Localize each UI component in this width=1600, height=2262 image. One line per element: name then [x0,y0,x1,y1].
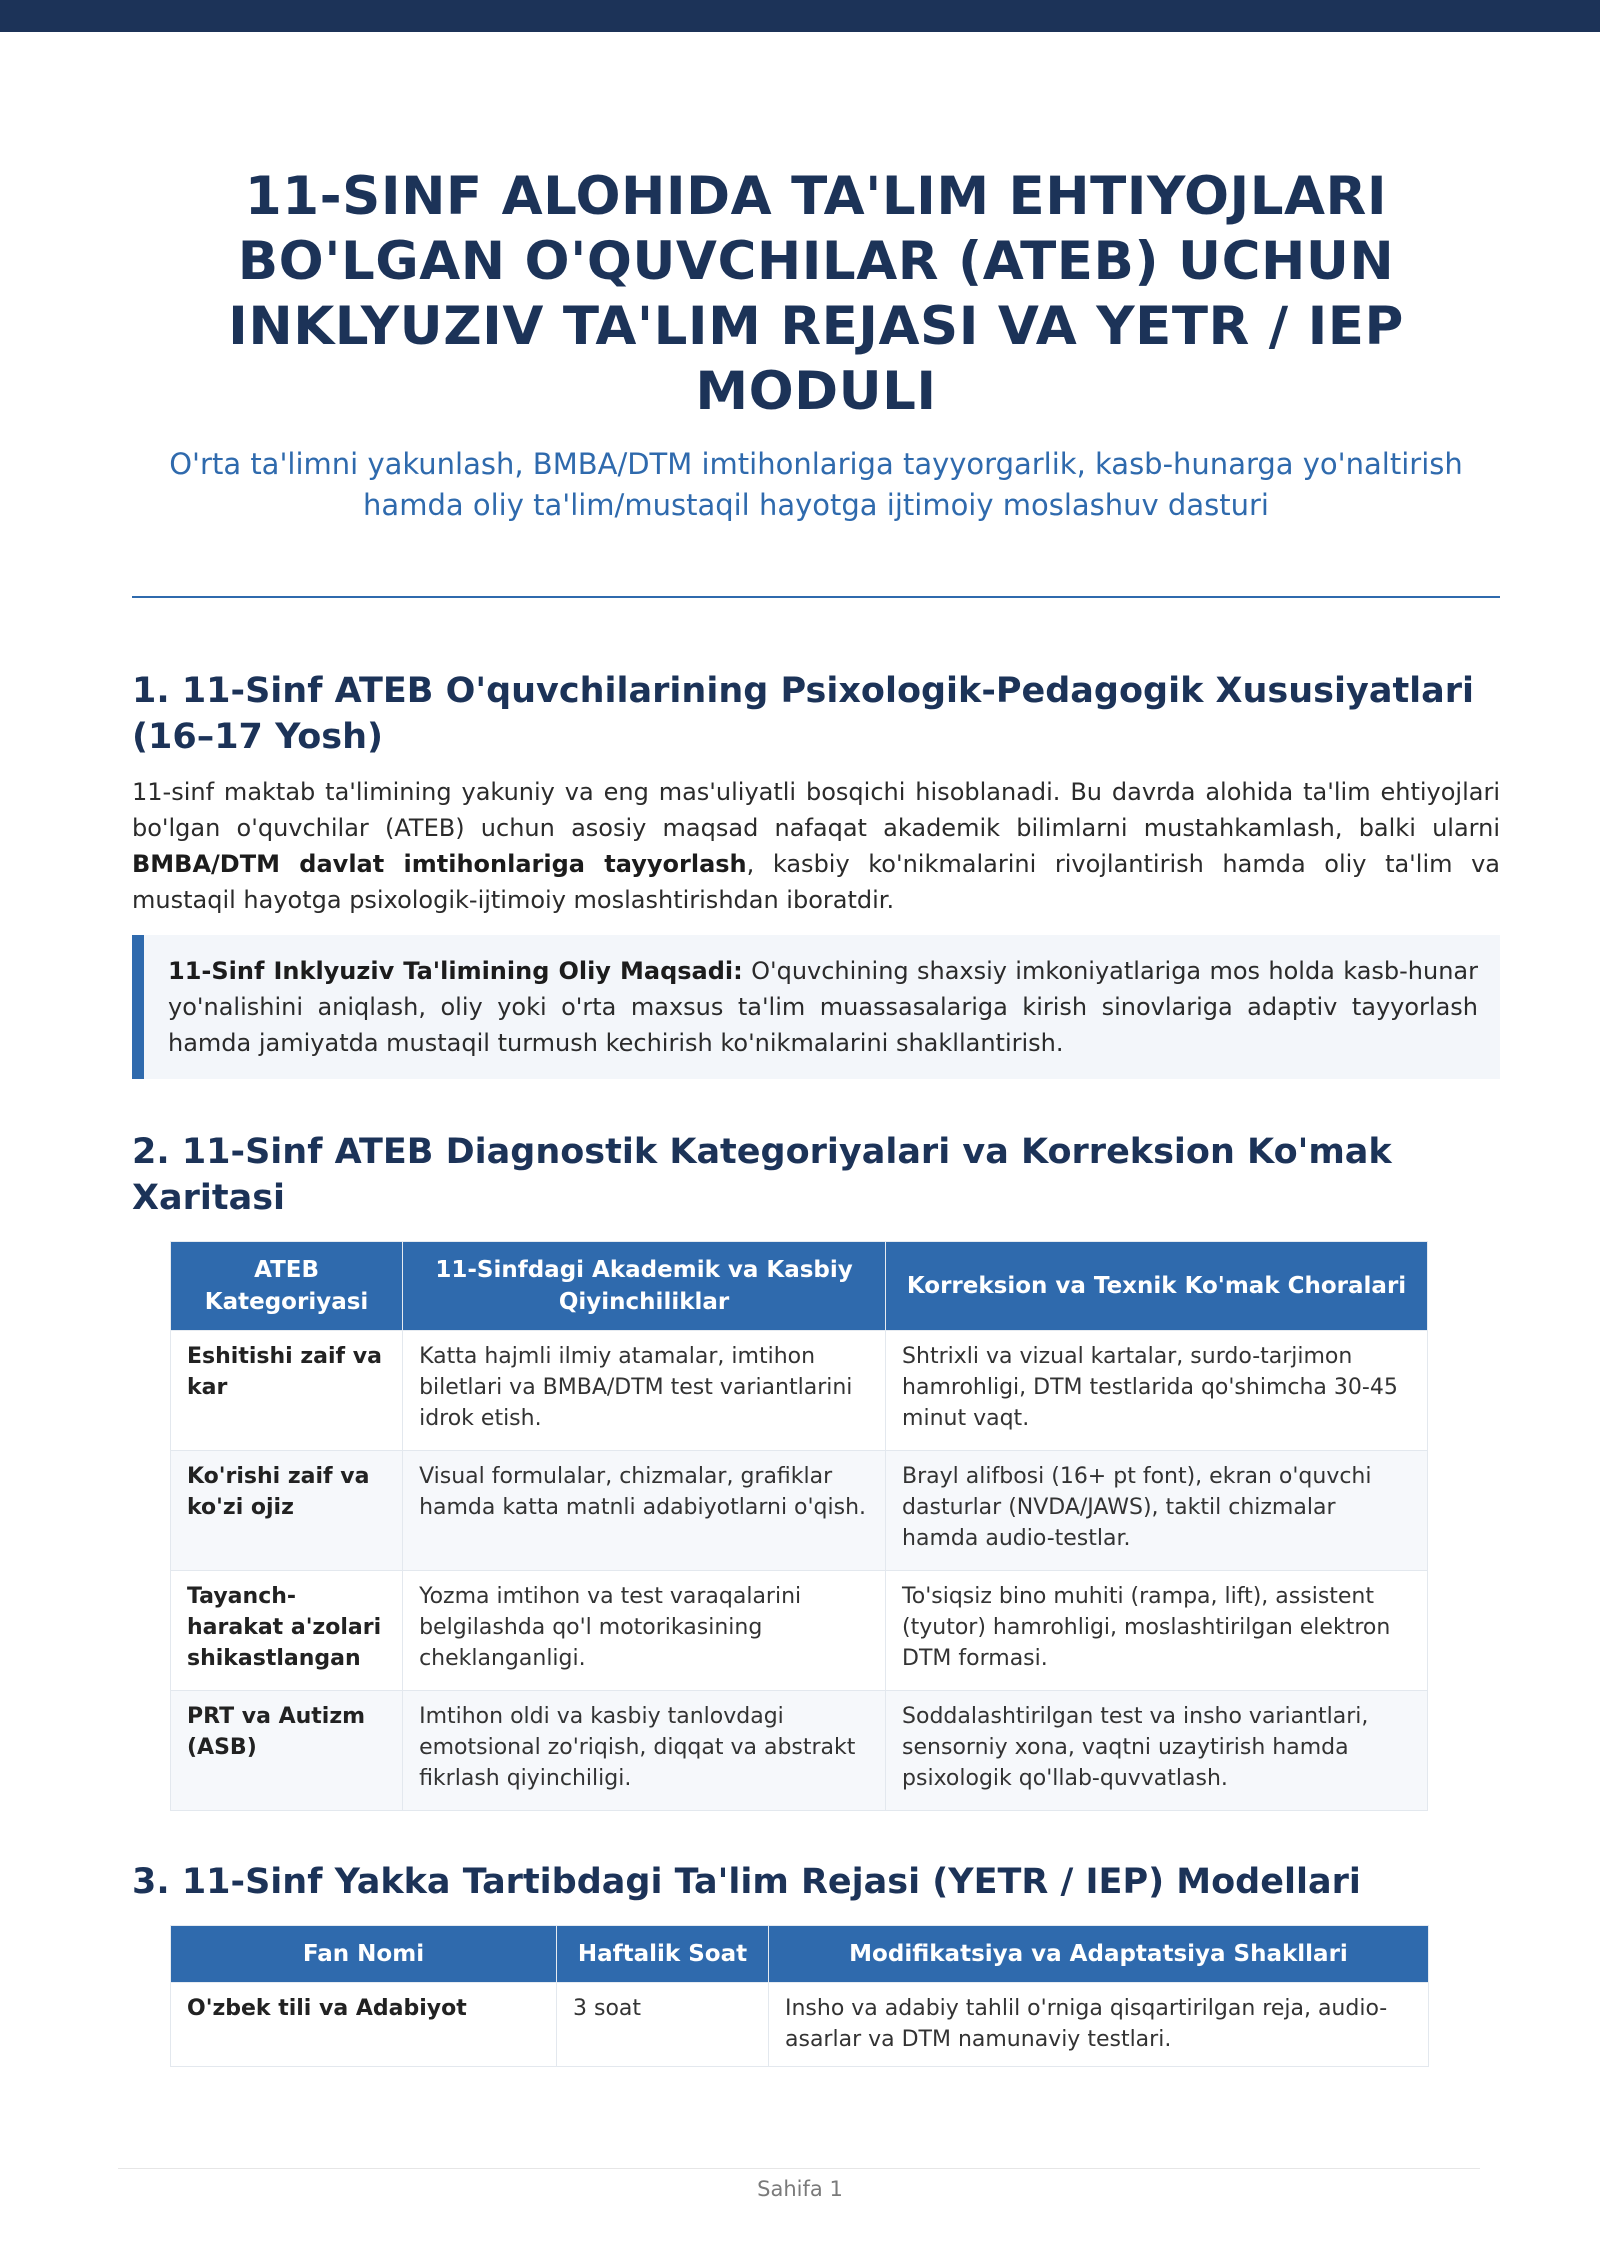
difficulty-cell: Imtihon oldi va kasbiy tanlovdagi emotsional zo'riqish, diqqat va abstrakt fikrlash qiyinchiligi. [403,1691,886,1811]
section3-heading: 3. 11-Sinf Yakka Tartibdagi Ta'lim Rejasi (YETR / IEP) Modellari [132,1862,1361,1902]
section1-heading: 1. 11-Sinf ATEB O'quvchilarining Psixologik-Pedagogik Xususiyatlari (16–17 Yosh) [132,671,1475,757]
section1-text-part1: 11-sinf maktab ta'limining yakuniy va eng mas'uliyatli bosqichi hisoblanadi. Bu davrda alohida ta'lim ehtiyojlari bo'lgan o'quvchilar (ATEB) uchun asosiy maqsad nafaqat akademik bilimlarni mustahkamlash, balki ularni [132,778,1500,842]
callout-text: O'quvchining shaxsiy imkoniyatlariga mos holda kasb-hunar yo'nalishini aniqlash, oliy yoki o'rta maxsus ta'lim muassasalariga kirish sinovlariga adaptiv tayyorlash hamda jamiyatda mustaqil turmush kechirish ko'nikmalarini shakllantirish. [168,957,1479,1057]
footer-divider [118,2168,1480,2169]
category-cell: Tayanch-harakat a'zolari shikastlangan [171,1571,403,1691]
column-header: Modifikatsiya va Adaptatsiya Shakllari [769,1926,1429,1983]
table-row [171,1983,1429,2067]
table-header-row [171,1242,1428,1331]
subject-cell: O'zbek tili va Adabiyot [171,1983,557,2067]
support-cell: Brayl alifbosi (16+ pt font), ekran o'quvchi dasturlar (NVDA/JAWS), taktil chizmalar hamda audio-testlar. [886,1451,1428,1571]
difficulty-cell: Yozma imtihon va test varaqalarini belgilashda qo'l motorikasining cheklanganligi. [403,1571,886,1691]
document-subtitle: O'rta ta'limni yakunlash, BMBA/DTM imtihonlariga tayyorgarlik, kasb-hunarga yo'naltirish hamda oliy ta'lim/mustaqil hayotga ijtimoiy moslashuv dasturi [169,447,1463,522]
section1-paragraph [132,774,1500,918]
section2-heading: 2. 11-Sinf ATEB Diagnostik Kategoriyalari va Korreksion Ko'mak Xaritasi [132,1132,1392,1218]
support-cell: To'siqsiz bino muhiti (rampa, lift), assistent (tyutor) hamrohligi, moslashtirilgan elektron DTM formasi. [886,1571,1428,1691]
category-cell: PRT va Autizm (ASB) [171,1691,403,1811]
table-row [171,1331,1428,1451]
table-header-row [171,1926,1429,1983]
support-cell: Shtrixli va vizual kartalar, surdo-tarjimon hamrohligi, DTM testlarida qo'shimcha 30-45 minut vaqt. [886,1331,1428,1451]
table-row [171,1571,1428,1691]
difficulty-cell: Katta hajmli ilmiy atamalar, imtihon biletlari va BMBA/DTM test variantlarini idrok etish. [403,1331,886,1451]
document-page [132,32,1500,2067]
category-cell: Ko'rishi zaif va ko'zi ojiz [171,1451,403,1571]
column-header: ATEB Kategoriyasi [171,1242,403,1331]
difficulty-cell: Visual formulalar, chizmalar, grafiklar hamda katta matnli adabiyotlarni o'qish. [403,1451,886,1571]
support-cell: Soddalashtirilgan test va insho variantlari, sensorniy xona, vaqtni uzaytirish hamda psixologik qo'llab-quvvatlash. [886,1691,1428,1811]
section1-text-part2: , kasbiy ko'nikmalarini rivojlantirish hamda oliy ta'lim va mustaqil hayotga psixologik-ijtimoiy moslashtirishdan iboratdir. [132,850,1500,914]
table-row [171,1691,1428,1811]
top-color-bar [0,0,1600,32]
column-header: Fan Nomi [171,1926,557,1983]
iep-models-table [170,1925,1429,2067]
column-header: Haftalik Soat [557,1926,769,1983]
title-divider [132,596,1500,598]
diagnostic-categories-table [170,1241,1428,1811]
callout-label: 11-Sinf Inklyuziv Ta'limining Oliy Maqsadi: [168,957,743,985]
section1-text-bold: BMBA/DTM davlat imtihonlariga tayyorlash [132,850,747,878]
column-header: Korreksion va Texnik Ko'mak Choralari [886,1242,1428,1331]
column-header: 11-Sinfdagi Akademik va Kasbiy Qiyinchiliklar [403,1242,886,1331]
document-title: 11-SINF ALOHIDA TA'LIM EHTIYOJLARI BO'LGAN O'QUVCHILAR (ATEB) UCHUN INKLYUZIV TA'LIM REJASI VA YETR / IEP MODULI [228,166,1404,422]
adaptation-cell: Insho va adabiy tahlil o'rniga qisqartirilgan reja, audio-asarlar va DTM namunaviy testlari. [769,1983,1429,2067]
hours-cell: 3 soat [557,1983,769,2067]
goal-callout [132,935,1500,1079]
table-row [171,1451,1428,1571]
page-number: Sahifa 1 [757,2177,843,2201]
category-cell: Eshitishi zaif va kar [171,1331,403,1451]
